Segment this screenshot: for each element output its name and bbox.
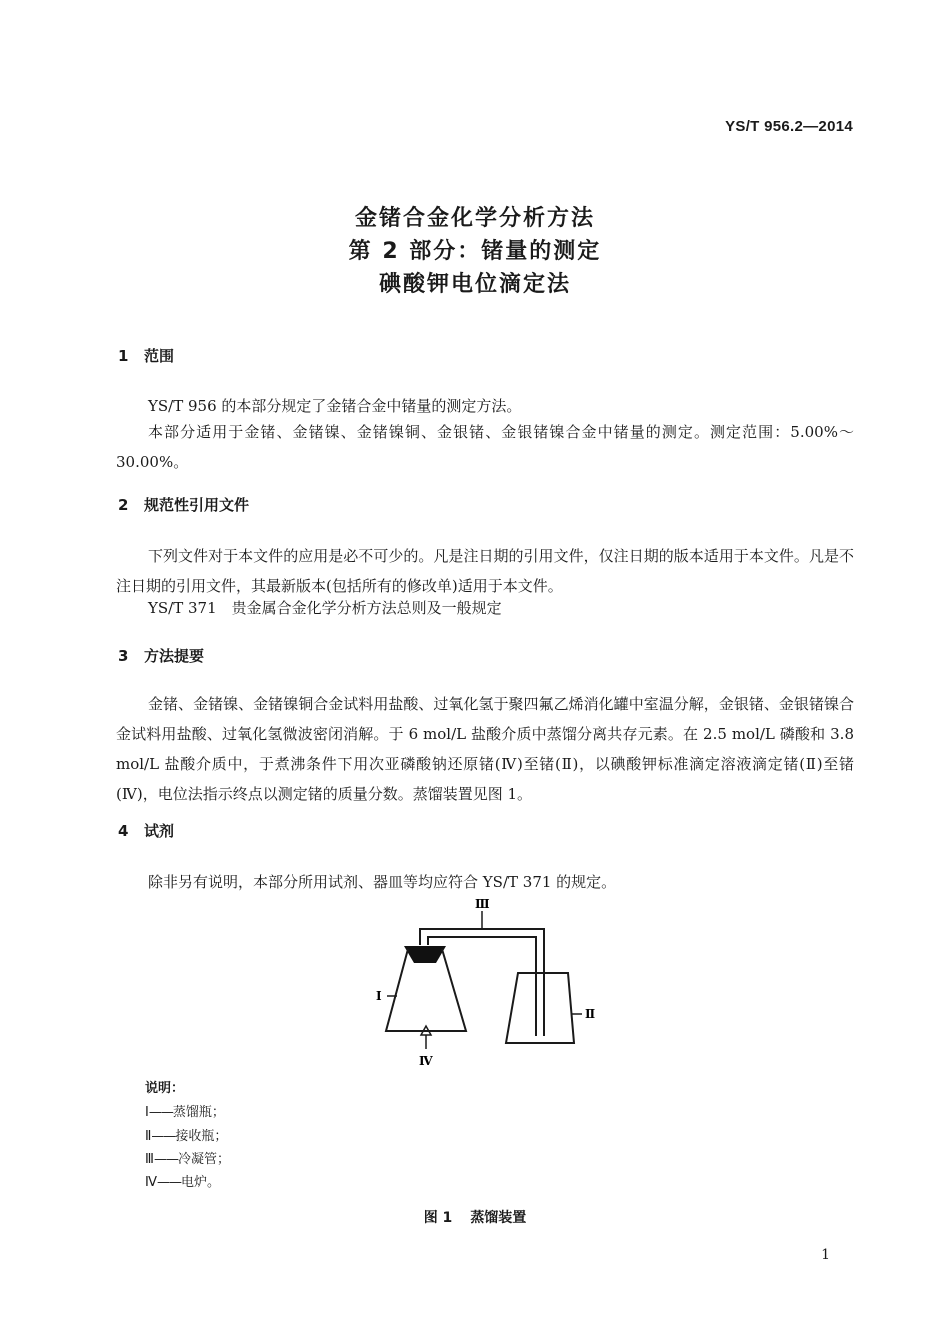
section-heading-method <box>118 645 204 666</box>
legend-item: Ⅱ——接收瓶； <box>145 1129 228 1144</box>
legend-key: Ⅲ <box>145 1152 154 1167</box>
method-paragraph: 金锗、金锗镍、金锗镍铜合金试料用盐酸、过氧化氢于聚四氟乙烯消化罐中室温分解，金银锗、金银锗镍合金试料用盐酸、过氧化氢微波密闭消解。于 6 mol/L 盐酸介质中蒸馏分离共存元素。在 2.5 mol/L 磷酸和 3.8 mol/L 盐酸介质中，于煮沸条件下用次亚磷酸钠还原锗(Ⅳ)至锗(Ⅱ)，以碘酸钾标准滴定溶液滴定锗(Ⅱ)至锗(Ⅳ)，电位法指示终点以测定锗的质量分数。蒸馏装置见图 1。 <box>116 695 854 803</box>
section-heading-reagents <box>118 820 174 841</box>
title-line-1: 金锗合金化学分析方法 <box>354 206 595 231</box>
label-I: Ⅰ <box>376 989 382 1003</box>
section-title: 试剂 <box>144 822 175 840</box>
title-line-2: 第 2 部分：锗量的测定 <box>348 239 602 264</box>
label-IV: Ⅳ <box>419 1054 433 1068</box>
legend-key: Ⅳ <box>145 1175 157 1190</box>
legend-text: 冷凝管； <box>177 1152 230 1167</box>
section-title: 规范性引用文件 <box>144 496 250 514</box>
reference-item: YS/T 371 贵金属合金化学分析方法总则及一般规定 <box>148 599 502 617</box>
legend-key: Ⅱ <box>145 1129 152 1144</box>
legend-item: Ⅲ——冷凝管； <box>145 1152 230 1167</box>
legend-text: 电炉。 <box>181 1175 221 1190</box>
section-heading-scope <box>118 345 174 366</box>
legend-item: Ⅰ——蒸馏瓶； <box>145 1105 225 1120</box>
receiving-flask <box>506 973 574 1043</box>
section-title: 方法提要 <box>144 647 205 665</box>
figure-number: 图 1 <box>423 1210 453 1226</box>
legend-item: Ⅳ——电炉。 <box>145 1175 221 1190</box>
legend-text: 接收瓶； <box>175 1129 228 1144</box>
section-number: 3 <box>118 647 129 665</box>
legend-title: 说明： <box>145 1081 185 1096</box>
scope-paragraph-1: YS/T 956 的本部分规定了金锗合金中锗量的测定方法。 <box>148 397 522 415</box>
figure-caption <box>0 1207 950 1227</box>
section-heading-references <box>118 494 249 515</box>
section-title: 范围 <box>144 347 175 365</box>
section-number: 1 <box>118 347 129 365</box>
condenser-tube <box>420 929 544 1036</box>
figure-title: 蒸馏装置 <box>470 1210 527 1226</box>
legend-key: Ⅰ <box>145 1105 149 1120</box>
legend-text: 蒸馏瓶； <box>172 1105 225 1120</box>
section-number: 2 <box>118 496 129 514</box>
section-number: 4 <box>118 822 129 840</box>
scope-paragraph-2: 本部分适用于金锗、金锗镍、金锗镍铜、金银锗、金银锗镍合金中锗量的测定。测定范围：5.00%～30.00%。 <box>116 423 854 471</box>
references-paragraph: 下列文件对于本文件的应用是必不可少的。凡是注日期的引用文件，仅注日期的版本适用于本文件。凡是不注日期的引用文件，其最新版本(包括所有的修改单)适用于本文件。 <box>116 547 854 595</box>
page-number: 1 <box>821 1247 830 1263</box>
label-II: Ⅱ <box>585 1007 596 1021</box>
distillation-apparatus-diagram <box>360 893 620 1073</box>
title-line-3: 碘酸钾电位滴定法 <box>378 272 571 297</box>
reagents-paragraph: 除非另有说明，本部分所用试剂、器皿等均应符合 YS/T 371 的规定。 <box>148 873 617 891</box>
stopper <box>404 946 446 963</box>
standard-number: YS/T 956.2—2014 <box>725 118 853 135</box>
label-III: Ⅲ <box>475 897 490 911</box>
